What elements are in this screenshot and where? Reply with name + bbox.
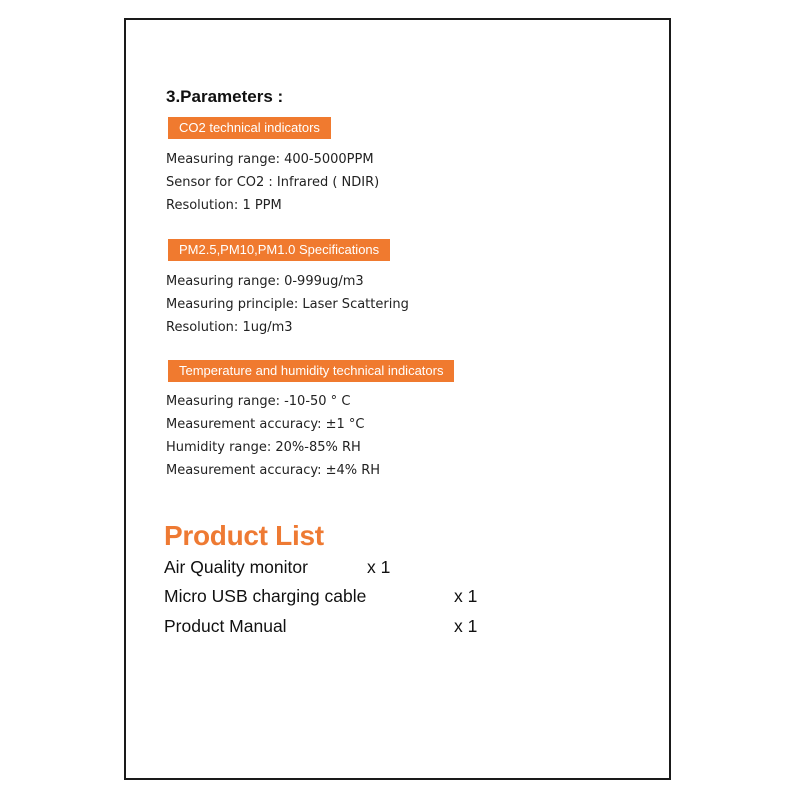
product-item-name: Air Quality monitor — [164, 557, 308, 577]
pm-measuring-range: Measuring range: 0-999ug/m3 — [166, 274, 364, 289]
product-list-item — [164, 616, 649, 638]
product-list-title: Product List — [164, 520, 324, 551]
temp-humidity-section-tag: Temperature and humidity technical indicators — [168, 360, 454, 382]
product-list-item — [164, 586, 649, 608]
product-item-name: Product Manual — [164, 616, 287, 636]
pm-section-tag: PM2.5,PM10,PM1.0 Specifications — [168, 239, 390, 261]
document-page — [124, 18, 671, 780]
co2-sensor: Sensor for CO2 : Infrared ( NDIR) — [166, 175, 380, 190]
temp-measurement-accuracy: Measurement accuracy: ±1 °C — [166, 417, 365, 432]
co2-measuring-range: Measuring range: 400-5000PPM — [166, 152, 374, 167]
product-item-qty: x 1 — [367, 557, 391, 577]
pm-resolution: Resolution: 1ug/m3 — [166, 320, 293, 335]
temp-measuring-range: Measuring range: -10-50 ° C — [166, 394, 351, 409]
humidity-measurement-accuracy: Measurement accuracy: ±4% RH — [166, 463, 381, 478]
pm-measuring-principle: Measuring principle: Laser Scattering — [166, 297, 409, 312]
product-item-qty: x 1 — [454, 616, 478, 636]
product-item-qty: x 1 — [454, 586, 478, 606]
humidity-range: Humidity range: 20%-85% RH — [166, 440, 361, 455]
co2-section-tag: CO2 technical indicators — [168, 117, 331, 139]
product-list-item — [164, 557, 649, 579]
co2-resolution: Resolution: 1 PPM — [166, 198, 282, 213]
product-item-name: Micro USB charging cable — [164, 586, 367, 606]
parameters-heading: 3.Parameters : — [166, 87, 284, 106]
